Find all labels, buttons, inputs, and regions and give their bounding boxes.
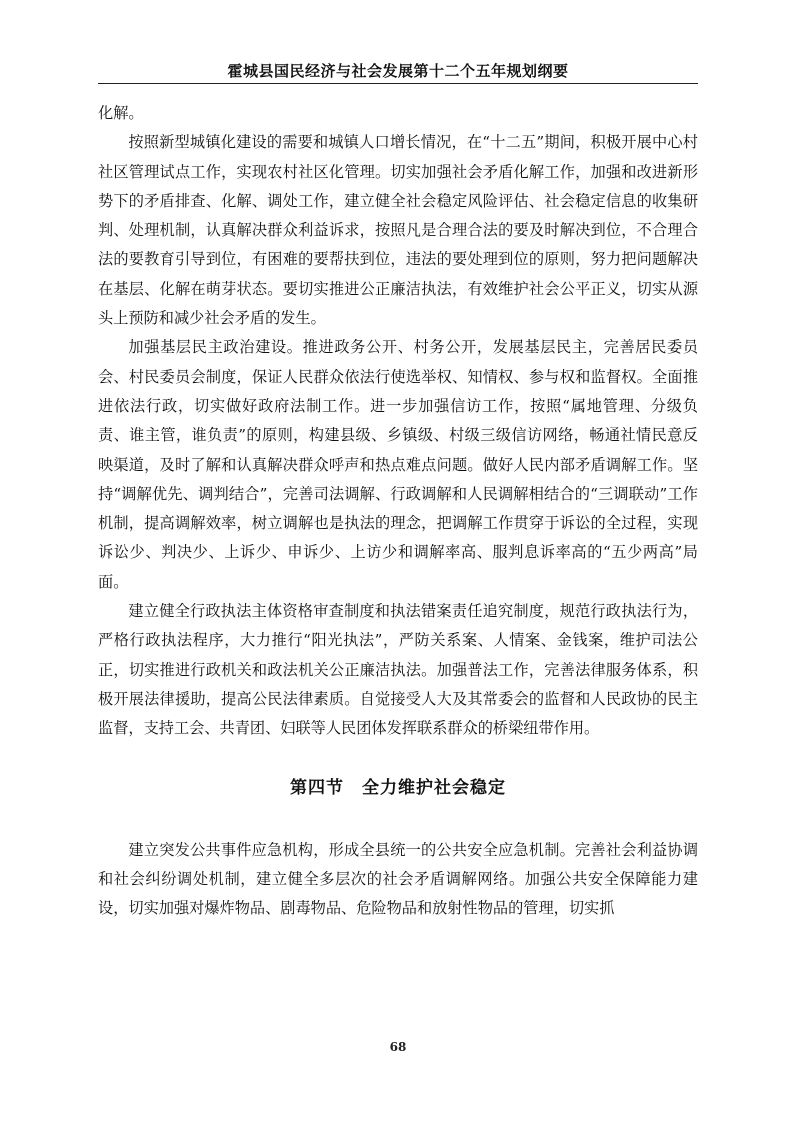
paragraph-law-enforcement: 建立健全行政执法主体资格审查制度和执法错案责任追究制度，规范行政执法行为，严格行政执法程序，大力推行“阳光执法”，严防关系案、人情案、金钱案，维护司法公正，切实推进行政机关和政法机关公正廉洁执法。加强普法工作，完善法律服务体系，积极开展法律援助，提高公民法律素质。自觉接受人大及其常委会的监督和人民政协的民主监督，支持工会、共青团、妇联等人民团体发挥联系群众的桥梁纽带作用。 bbox=[98, 602, 698, 738]
page-number: 68 bbox=[389, 1040, 407, 1054]
paragraph-grassroots-democracy: 加强基层民主政治建设。推进政务公开、村务公开，发展基层民主，完善居民委员会、村民委员会制度，保证人民群众依法行使选举权、知情权、参与权和监督权。全面推进依法行政，切实做好政府法制工作。进一步加强信访工作，按照“属地管理、分级负责、谁主管，谁负责”的原则，构建县级、乡镇级、村级三级信访网络，畅通社情民意反映渠道，及时了解和认真解决群众呼声和热点难点问题。做好人民内部矛盾调解工作。坚持“调解优先、调判结合”，完善司法调解、行政调解和人民调解相结合的“三调联动”工作机制，提高调解效率，树立调解也是执法的理念，把调解工作贯穿于诉讼的全过程，实现诉讼少、判决少、上诉少、申诉少、上访少和调解率高、服判息诉率高的“五少两高”局面。 bbox=[98, 338, 698, 591]
paragraph-community-management: 按照新型城镇化建设的需要和城镇人口增长情况，在“十二五”期间，积极开展中心村社区管理试点工作，实现农村社区化管理。切实加强社会矛盾化解工作，加强和改进新形势下的矛盾排查、化解、调处工作，建立健全社会稳定风险评估、社会稳定信息的收集研判、处理机制，认真解决群众利益诉求，按照凡是合理合法的要及时解决到位，不合理合法的要教育引导到位，有困难的要帮扶到位，违法的要处理到位的原则，努力把问题解决在基层、化解在萌芽状态。要切实推进公正廉洁执法，有效维护社会公平正义，切实从源头上预防和减少社会矛盾的发生。 bbox=[98, 133, 698, 328]
paragraph-continuation: 化解。 bbox=[98, 104, 144, 122]
header-divider bbox=[98, 83, 698, 84]
paragraph-public-safety: 建立突发公共事件应急机构，形成全县统一的公共安全应急机制。完善社会利益协调和社会纠纷调处机制，建立健全多层次的社会矛盾调解网络。加强公共安全保障能力建设，切实加强对爆炸物品、剧毒物品、危险物品和放射性物品的管理，切实抓 bbox=[98, 840, 698, 918]
running-header-title: 霍城县国民经济与社会发展第十二个五年规划纲要 bbox=[227, 62, 569, 80]
section-heading: 第四节 全力维护社会稳定 bbox=[290, 777, 506, 798]
body-text bbox=[98, 99, 698, 923]
